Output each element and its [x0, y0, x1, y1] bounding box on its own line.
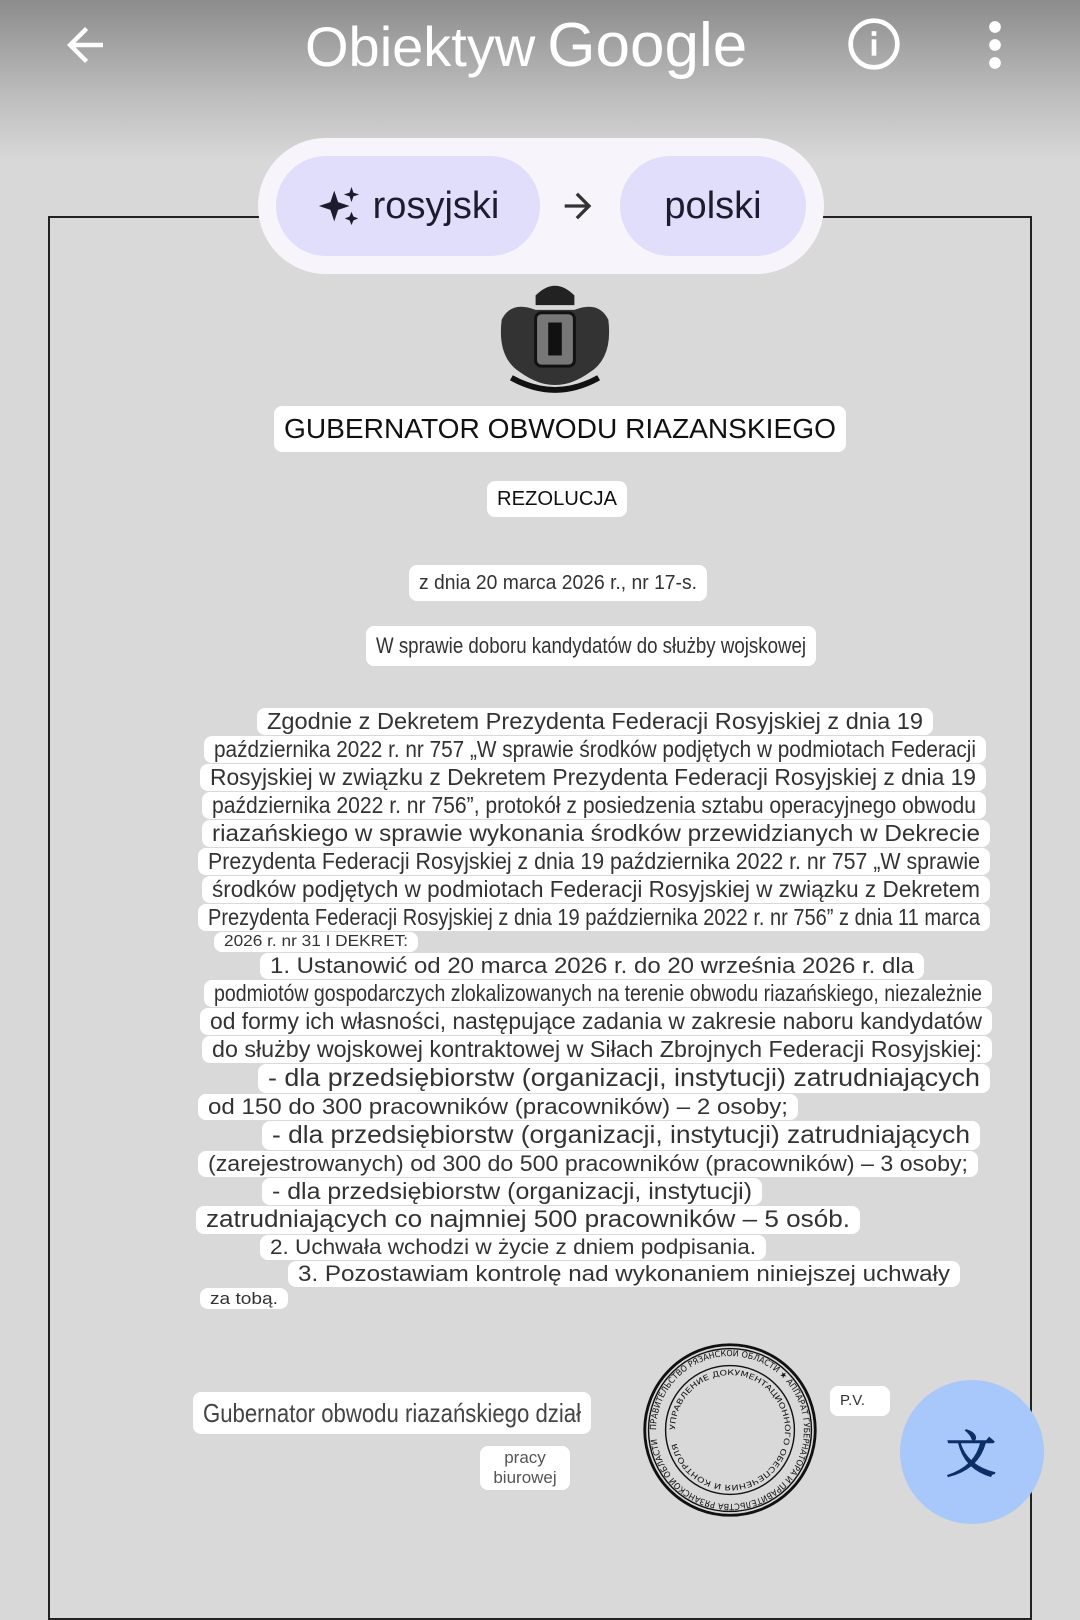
- body-line: [204, 980, 992, 1007]
- body-line-text: Prezydenta Federacji Rosyjskiej z dnia 19 października 2022 r. nr 756” z dnia 11 marca: [208, 904, 980, 930]
- svg-text:文: 文: [946, 1427, 996, 1483]
- body-line: [198, 1094, 798, 1120]
- signature-label-2: pracy biurowej: [480, 1446, 570, 1490]
- body-line-text: za tobą.: [210, 1289, 278, 1308]
- body-line-text: - dla przedsiębiorstw (organizacji, instytucji) zatrudniających: [272, 1121, 970, 1149]
- body-line-text: Prezydenta Federacji Rosyjskiej z dnia 19 października 2022 r. nr 757 „W sprawie: [208, 848, 980, 874]
- body-line: [198, 904, 990, 931]
- document-date: z dnia 20 marca 2026 r., nr 17-s.: [409, 565, 707, 601]
- body-line-text: od 150 do 300 pracowników (pracowników) – 2 osoby;: [208, 1094, 788, 1119]
- body-line-text: od formy ich własności, następujące zadania w zakresie naboru kandydatów: [210, 1008, 982, 1034]
- body-line-text: podmiotów gospodarczych zlokalizowanych na terenie obwodu riazańskiego, niezależnie: [214, 980, 982, 1006]
- app-bar: [0, 0, 1080, 160]
- translate-button[interactable]: [900, 1380, 1044, 1524]
- body-line: [260, 953, 924, 979]
- body-line-text: 2. Uchwała wchodzi w życie z dniem podpisania.: [270, 1236, 756, 1259]
- svg-text:ПРАВИТЕЛЬСТВО РЯЗАНСКОЙ ОБЛАСТ: ПРАВИТЕЛЬСТВО РЯЗАНСКОЙ ОБЛАСТИ ★ АППАРАТ ГУБЕРНАТОРА И ПРАВИТЕЛЬСТВА РЯЗАНСКОЙ ОБЛАСТИ: [649, 1349, 811, 1511]
- language-selector-bar: [258, 138, 824, 274]
- body-line: [198, 1151, 978, 1177]
- body-line: [288, 1261, 960, 1287]
- body-line-text: 1. Ustanowić od 20 marca 2026 r. do 20 września 2026 r. dla: [270, 953, 914, 978]
- body-line: [202, 820, 990, 847]
- body-line-text: - dla przedsiębiorstw (organizacji, instytucji): [272, 1178, 752, 1204]
- body-line-text: zatrudniających co najmniej 500 pracowników – 5 osób.: [206, 1206, 850, 1233]
- body-line-text: 3. Pozostawiam kontrolę nad wykonaniem niniejszej uchwały: [298, 1261, 950, 1286]
- coat-of-arms-emblem: [492, 276, 618, 402]
- more-vert-icon[interactable]: [980, 18, 1010, 72]
- body-line: [204, 736, 986, 763]
- body-line: [262, 1121, 980, 1150]
- body-line: [202, 1036, 992, 1063]
- body-line: [202, 792, 986, 819]
- body-line: [257, 708, 933, 735]
- body-line: [202, 876, 990, 903]
- target-language-label: polski: [664, 184, 762, 227]
- body-line: [196, 1206, 860, 1234]
- body-line: [262, 1178, 762, 1205]
- arrow-right-icon[interactable]: [558, 186, 598, 226]
- body-line-text: października 2022 r. nr 756”, protokół z posiedzenia sztabu operacyjnego obwodu: [212, 792, 976, 818]
- body-line: [260, 1235, 766, 1260]
- body-line: [198, 848, 990, 875]
- body-line: [258, 1064, 990, 1093]
- document-heading: GUBERNATOR OBWODU RIAZANSKIEGO: [274, 406, 846, 452]
- body-line-text: - dla przedsiębiorstw (organizacji, instytucji) zatrudniających: [268, 1064, 980, 1092]
- target-language-button[interactable]: [620, 156, 806, 256]
- info-icon[interactable]: [846, 16, 902, 72]
- svg-text:УПРАВЛЕНИЕ ДОКУМЕНТАЦИОННОГО О: УПРАВЛЕНИЕ ДОКУМЕНТАЦИОННОГО ОБЕСПЕЧЕНИЯ И КОНТРОЛЯ: [667, 1368, 792, 1493]
- body-line-text: do służby wojskowej kontraktowej w Siłach Zbrojnych Federacji Rosyjskiej:: [212, 1036, 982, 1062]
- source-language-button[interactable]: [276, 156, 540, 256]
- body-line: [214, 932, 418, 952]
- body-line: [200, 764, 986, 791]
- source-language-label: rosyjski: [372, 184, 500, 227]
- arrow-left-icon[interactable]: [58, 18, 112, 72]
- body-line-text: 2026 r. nr 31 I DEKRET:: [224, 933, 408, 950]
- body-line-text: października 2022 r. nr 757 „W sprawie środków podjętych w podmiotach Federacji: [214, 736, 976, 762]
- body-line-text: Zgodnie z Dekretem Prezydenta Federacji Rosyjskiej z dnia 19: [267, 708, 923, 734]
- body-line-text: Rosyjskiej w związku z Dekretem Prezydenta Federacji Rosyjskiej z dnia 19: [210, 764, 976, 790]
- official-stamp: [640, 1340, 820, 1520]
- body-line: [200, 1008, 992, 1035]
- document-subject: W sprawie doboru kandydatów do służby wojskowej: [366, 626, 816, 666]
- signature-label: Gubernator obwodu riazańskiego dział: [193, 1392, 591, 1434]
- body-line-text: (zarejestrowanych) od 300 do 500 pracowników (pracowników) – 3 osoby;: [208, 1151, 968, 1176]
- sparkle-icon: [317, 183, 363, 229]
- initials-label: P.V.: [830, 1386, 890, 1416]
- app-title: Obiektyw Google: [305, 11, 748, 80]
- body-line-text: riazańskiego w sprawie wykonania środków przewidzianych w Dekrecie: [212, 820, 980, 846]
- body-line-text: środków podjętych w podmiotach Federacji Rosyjskiej w związku z Dekretem: [212, 876, 980, 902]
- translate-icon: [900, 1380, 1044, 1524]
- body-line: [200, 1288, 288, 1309]
- document-type: REZOLUCJA: [487, 481, 627, 517]
